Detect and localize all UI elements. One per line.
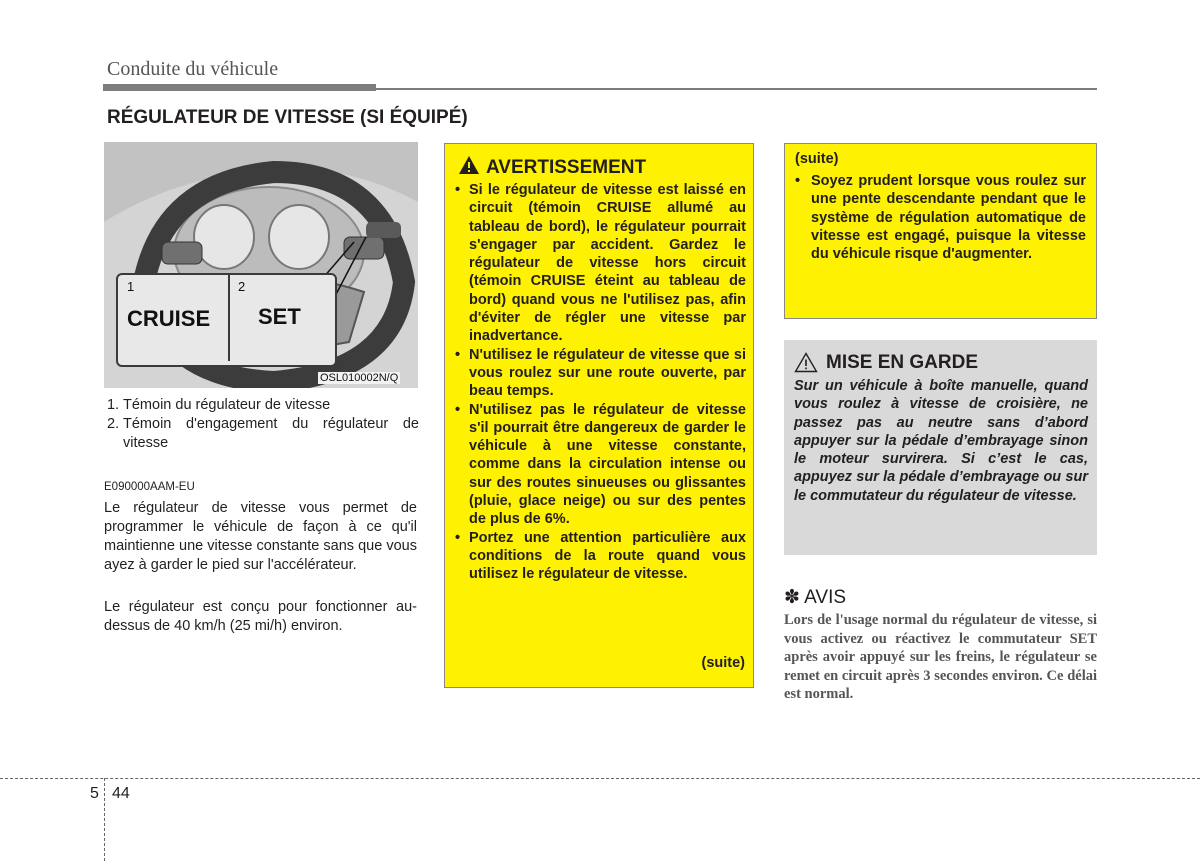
notice-text: Lors de l'usage normal du régulateur de vitesse, si vous activez ou réactivez le commutateur SET après avoir appuyé sur les freins, le régulateur se remet en circuit après 3 secondes environ. Ce délai est normal. [784,612,1097,702]
section-title: RÉGULATEUR DE VITESSE (SI ÉQUIPÉ) [107,107,468,128]
warning-item: • Portez une attention particulière aux conditions de la route quand vous utilisez le régulateur de vitesse. [453,529,746,584]
caution-text: Sur un véhicule à boîte manuelle, quand vous roulez à vitesse de croisière, ne passez pas au neutre sans d’abord appuyer sur la pédale d’embrayage sinon le moteur survirera. Si c’est le cas, appuyez sur la pédale d’embrayage ou sur le commutateur du régulateur de vitesse. [794,378,1088,504]
warning-heading [458,155,646,179]
warning-continued-list [793,172,1086,263]
cruise-indicator-label: CRUISE [127,306,211,331]
legend-text: Témoin du régulateur de vitesse [123,397,331,413]
caution-triangle-icon [794,352,818,378]
header-bar [103,84,376,91]
warning-continued-label: (suite) [701,655,745,671]
legend-number: 2. [107,416,120,432]
callout-1-number: 1 [127,279,135,294]
illustration-legend [107,396,419,453]
chapter-number: 5 [90,785,99,802]
asterisk-icon: ✽ [784,587,800,608]
page-number: 44 [112,785,130,802]
warning-item: • Si le régulateur de vitesse est laissé en circuit (témoin CRUISE allumé au tableau de bord), le régulateur pourrait s'engager par accident. Gardez le régulateur de vitesse hors circuit (témoin CRUISE éteint au tableau de bord) quand vous ne l'utilisez pas, afin d'éviter de régler une vitesse par inadvertance. [453,181,746,346]
legend-item [107,396,419,415]
warning-triangle-icon [458,155,480,175]
document-code: E090000AAM-EU [104,481,195,493]
paragraph-intro: Le régulateur de vitesse vous permet de programmer le véhicule de façon à ce qu'il maintienne une vitesse constante sans que vous ayez à garder le pied sur l'accélérateur. [104,500,417,573]
footer-divider [0,778,1200,779]
warning-item: • Soyez prudent lorsque vous roulez sur une pente descendante pendant que le système de régulation automatique de vitesse est engagé, puisque la vitesse du véhicule risque d'augmenter. [793,172,1086,263]
footer-vertical-divider [104,778,105,861]
legend-text: Témoin d'engagement du régulateur de vitesse [123,416,419,451]
notice-heading [784,586,846,609]
caution-title: MISE EN GARDE [826,352,979,373]
callout-2-number: 2 [238,279,246,294]
warning-list [453,181,746,584]
legend-item [107,415,419,453]
notice-title: AVIS [804,587,847,608]
header-rule [376,88,1097,90]
warning-item: • N'utilisez le régulateur de vitesse que si vous roulez sur une route ouverte, par beau temps. [453,346,746,401]
warning-item: • N'utilisez pas le régulateur de vitesse s'il pourrait être dangereux de garder le véhicule à une vitesse constante, comme dans la circulation intense ou sur des routes sinueuses ou glissantes (pluie, glace neige) ou sur des pentes de plus de 6%. [453,401,746,529]
set-indicator-label: SET [258,304,301,329]
image-code: OSL010002N/Q [320,372,399,384]
warning-title: AVERTISSEMENT [486,157,647,178]
callout-divider [228,275,230,361]
chapter-title: Conduite du véhicule [107,58,279,80]
paragraph-speed: Le régulateur est conçu pour fonctionner au-dessus de 40 km/h (25 mi/h) environ. [104,599,417,634]
legend-number: 1. [107,397,120,413]
continued-label: (suite) [795,151,839,167]
